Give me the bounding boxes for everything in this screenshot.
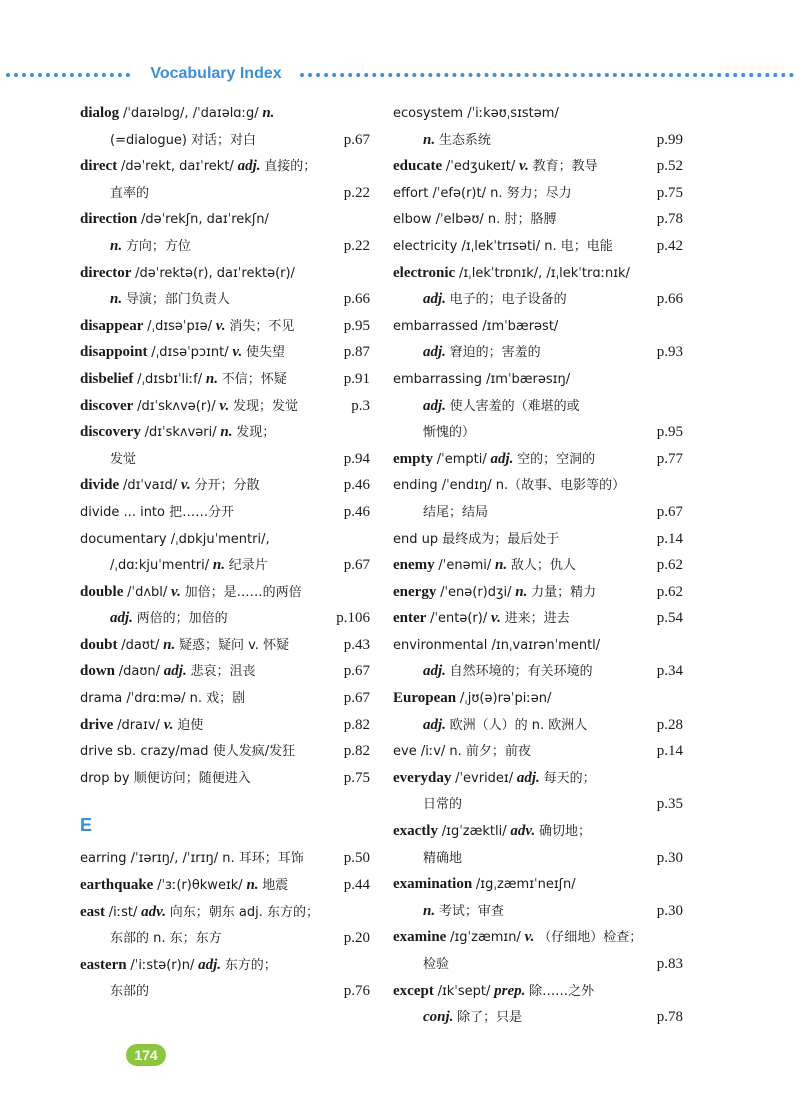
right-column [393,100,683,1031]
definition: documentary /ˌdɒkjuˈmentri/, [80,531,270,547]
header-dotted-rule-right [300,73,794,77]
part-of-speech: v. [219,397,230,414]
header-title: Vocabulary Index [150,65,282,82]
headword: east [80,903,105,920]
part-of-speech: adj. [237,158,261,175]
part-of-speech: n. [423,902,436,919]
part-of-speech: adv. [510,823,536,840]
definition: 迫使 [177,717,204,733]
headword: disbelief [80,370,134,387]
definition: 向东；朝东 adj. 东方的； [169,904,319,920]
page-reference: p.67 [343,131,370,148]
entry-line [393,127,683,154]
entry-line [80,925,370,952]
definition: 不信；怀疑 [221,371,287,387]
definition: 地震 [262,878,289,894]
part-of-speech: v. [215,317,226,334]
entry-line [393,712,683,739]
definition: (=dialogue) 对话；对白 [110,132,257,148]
phonetic: /ɪˌlekˈtrɒnɪk/, /ɪˌlekˈtrɑːnɪk/ [458,265,630,281]
entry-line [80,765,370,792]
entry-line [393,499,683,526]
headword: energy [393,583,437,600]
entry-line [80,339,370,366]
entry-line [80,978,370,1005]
part-of-speech: adj. [110,610,133,627]
definition: 疑惑；疑问 v. 怀疑 [178,637,290,653]
headword: discovery [80,424,141,441]
entry-line [393,206,683,233]
headword: enter [393,610,427,627]
page-reference: p.62 [656,583,683,600]
page-reference: p.77 [656,450,683,467]
definition: 东方的； [224,957,277,973]
headword: enemy [393,557,435,574]
definition: 两倍的；加倍的 [136,611,228,627]
definition: 悲哀；沮丧 [190,664,256,680]
entry-line [80,499,370,526]
entry-line [80,526,370,553]
page-reference: p.83 [656,956,683,972]
phonetic: /ˈdaɪəlɒg/, /ˈdaɪəlɑːg/ [122,106,259,121]
page-reference: p.52 [656,158,683,175]
entry-line [393,419,683,446]
page-reference: p.43 [343,636,370,653]
phonetic: /ˈenə(r)dʒi/ [440,584,512,600]
entry-line [393,552,683,579]
phonetic: /daʊt/ [121,637,160,653]
phonetic: /ˈenəmi/ [438,558,492,574]
phonetic: /ɪgˈzæktli/ [441,824,507,840]
page-reference: p.106 [336,610,370,627]
phonetic: /ˈɜː(r)θkweɪk/ [157,878,243,894]
part-of-speech: v. [524,929,535,946]
definition: 空的；空洞的 [517,451,596,467]
part-of-speech: v. [180,477,191,494]
part-of-speech: v. [518,158,529,175]
entry-line [393,738,683,765]
page-reference: p.46 [343,477,370,494]
part-of-speech: n. [220,424,233,441]
headword: disappoint [80,344,148,361]
definition: 方向；方位 [125,238,191,254]
definition: 考试；审查 [438,903,504,919]
page-reference: p.62 [656,557,683,574]
part-of-speech: n. [205,370,218,387]
phonetic: /ɪkˈsept/ [437,983,491,999]
part-of-speech: v. [171,583,181,600]
part-of-speech: prep. [494,982,526,999]
phonetic: /ˌdɪsbɪˈliːf/ [137,371,203,387]
definition: 敌人；仇人 [510,558,576,574]
entry-line [393,446,683,473]
definition: 使人害羞的（难堪的或 [449,398,580,414]
definition: ending /ˈendɪŋ/ n.（故事、电影等的） [393,478,626,494]
entry-line [393,1004,683,1031]
page-reference: p.78 [656,1009,683,1026]
definition: 电子的；电子设备的 [449,292,567,308]
phonetic: /ˈentə(r)/ [430,611,488,627]
right-entries [393,100,683,1031]
phonetic: /dəˈrektə(r), daɪˈrektə(r)/ [135,265,295,281]
section-letter: E [80,815,93,836]
entry-line [80,872,370,899]
left-entries [80,100,370,791]
phonetic: /daʊn/ [118,664,161,680]
headword: doubt [80,636,118,653]
definition: （仔细地）检查； [538,930,643,946]
entry-line [393,685,683,712]
definition: 发现；发觉 [233,398,299,414]
page-reference: p.22 [343,237,370,254]
part-of-speech: adj. [490,450,514,467]
phonetic: /ˈiːstə(r)n/ [130,957,195,973]
page-reference: p.30 [656,902,683,919]
definition: earring /ˈɪərɪŋ/, /ˈɪrɪŋ/ n. 耳环；耳饰 [80,851,304,867]
entry-line [80,100,370,127]
part-of-speech: v. [163,716,174,733]
entry-line [80,419,370,446]
page-reference: p.94 [343,450,370,467]
page-reference: p.28 [656,716,683,733]
page-reference: p.67 [343,663,370,680]
entry-line [393,526,683,553]
entry-line [393,978,683,1005]
entry-line [80,845,370,872]
headword: double [80,583,124,600]
entry-line [393,951,683,978]
entry-line [393,605,683,632]
part-of-speech: n. [110,291,123,308]
part-of-speech: adj. [423,344,446,361]
page-number-badge: 174 [126,1044,166,1066]
definition: 日常的 [423,797,463,813]
page-reference: p.20 [343,930,370,947]
headword: examine [393,929,447,946]
entry-line [393,898,683,925]
page-reference: p.46 [343,503,370,520]
page-reference: p.3 [351,397,370,414]
definition: 分开；分散 [194,478,260,494]
entry-line [80,605,370,632]
page-reference: p.35 [656,796,683,813]
entry-line [80,260,370,287]
part-of-speech: adj. [516,769,540,786]
part-of-speech: adj. [423,291,446,308]
part-of-speech: n. [212,557,225,574]
part-of-speech: adj. [423,663,446,680]
definition: divide ... into 把……分开 [80,504,235,520]
definition: 导演；部门负责人 [125,292,230,308]
part-of-speech: adj. [198,956,221,973]
definition: 加倍；是……的两倍 [184,584,302,600]
entry-line [393,313,683,340]
headword: everyday [393,769,452,786]
entry-line [80,233,370,260]
phonetic: /dɪˈskʌvə(r)/ [137,398,216,414]
phonetic: /dɪˈskʌvəri/ [144,425,217,441]
page-reference: p.87 [343,344,370,361]
headword: down [80,663,116,680]
entry-line [80,127,370,154]
definition: drive sb. crazy/mad 使人发疯/发狂 [80,744,296,760]
headword: examination [393,876,473,893]
page-reference: p.78 [656,211,683,228]
definition: 直率的 [110,185,150,201]
phonetic: /dɪˈvaɪd/ [122,478,178,494]
definition: drop by 顺便访问；随便进入 [80,770,251,786]
headword: director [80,264,132,281]
definition: embarrassed /ɪmˈbærəst/ [393,318,559,334]
entry-line [80,393,370,420]
headword: except [393,982,434,999]
definition: embarrassing /ɪmˈbærəsɪŋ/ [393,371,571,387]
entry-line [393,632,683,659]
part-of-speech: n. [246,877,259,894]
page-reference: p.76 [343,983,370,1000]
definition: 东部的 n. 东；东方 [110,931,222,947]
definition: environmental /ɪnˌvaɪrənˈmentl/ [393,637,601,653]
page-header [0,62,800,86]
headword: direction [80,211,138,228]
page-reference: p.42 [656,237,683,254]
part-of-speech: n. [495,557,508,574]
definition: 东部的 [110,984,150,1000]
part-of-speech: conj. [423,1009,454,1026]
entry-line [80,952,370,979]
part-of-speech: n. [262,105,275,121]
part-of-speech: adj. [423,716,446,733]
entry-line [80,472,370,499]
definition: 发现； [236,425,276,441]
entry-line [393,393,683,420]
phonetic: /draɪv/ [117,717,160,733]
part-of-speech: n. [163,636,176,653]
entry-line [393,765,683,792]
headword: European [393,690,457,707]
entry-line [393,818,683,845]
entry-line [393,924,683,951]
page-reference: p.99 [656,131,683,148]
left-entries-e [80,845,370,1005]
page-reference: p.67 [343,690,370,707]
page-reference: p.75 [343,769,370,786]
phonetic: /ɪgˈzæmɪn/ [450,930,521,946]
definition: 进来；进去 [504,611,570,627]
definition: 确切地； [538,824,591,840]
phonetic: /ˈdʌbl/ [127,584,168,600]
definition: 窘迫的；害羞的 [449,345,541,361]
part-of-speech: v. [490,610,501,627]
entry-line [80,366,370,393]
entry-line [393,658,683,685]
page-reference: p.93 [656,344,683,361]
part-of-speech: v. [232,344,243,361]
page-reference: p.30 [656,849,683,866]
definition: 发觉 [110,451,137,467]
definition: drama /ˈdrɑːmə/ n. 戏；剧 [80,691,246,707]
entry-line [80,313,370,340]
entry-line [80,685,370,712]
part-of-speech: n. [110,237,123,254]
entry-line [80,579,370,606]
phonetic: /ˈevrideɪ/ [455,770,514,786]
headword: dialog [80,105,120,121]
entry-line [80,552,370,579]
page-reference: p.14 [656,530,683,547]
entry-line [393,366,683,393]
definition: 结尾；结局 [423,504,489,520]
phonetic: /ɪgˌzæmɪˈneɪʃn/ [475,877,576,893]
definition: elbow /ˈelbəʊ/ n. 肘；胳膊 [393,212,557,228]
definition: eve /iːv/ n. 前夕；前夜 [393,744,531,760]
definition: 教育；教导 [532,159,598,175]
headword: empty [393,450,433,467]
page-reference: p.34 [656,663,683,680]
headword: divide [80,477,120,494]
part-of-speech: n. [515,583,528,600]
entry-line [80,658,370,685]
entry-line [393,339,683,366]
page-reference: p.44 [343,877,370,894]
entry-line [393,472,683,499]
part-of-speech: adj. [163,663,187,680]
entry-line [80,286,370,313]
page-reference: p.66 [343,291,370,308]
entry-line [393,233,683,260]
headword: earthquake [80,877,154,894]
page-reference: p.82 [343,743,370,760]
page-reference: p.91 [343,370,370,387]
phonetic: /ˌdɪsəˈpɔɪnt/ [151,345,229,361]
phonetic: /ˌdɑːkjuˈmentri/ [110,558,210,574]
part-of-speech: adj. [423,397,446,414]
page-reference: p.66 [656,291,683,308]
phonetic: /ˌdɪsəˈpɪə/ [147,318,212,334]
page-reference: p.67 [656,503,683,520]
entry-line [80,738,370,765]
definition: 自然环境的；有关环境的 [449,664,593,680]
phonetic: /ˈedʒukeɪt/ [445,159,516,175]
definition: 每天的； [543,770,596,786]
header-dotted-rule-left [6,73,130,77]
entry-line [393,871,683,898]
page-reference: p.67 [343,557,370,574]
headword: electronic [393,264,456,281]
entry-line [393,100,683,127]
headword: discover [80,397,134,414]
definition: 检验 [423,957,450,972]
entry-line [393,260,683,287]
part-of-speech: n. [423,131,436,148]
definition: end up 最终成为；最后处于 [393,531,560,547]
entry-line [80,712,370,739]
entry-line [393,286,683,313]
definition: 生态系统 [438,132,491,148]
headword: educate [393,158,443,175]
phonetic: /dəˈrekt, daɪˈrekt/ [120,159,234,175]
entry-line [80,206,370,233]
entry-line [393,153,683,180]
definition: 纪录片 [228,558,268,574]
definition: 消失；不见 [229,318,295,334]
page-reference: p.14 [656,743,683,760]
headword: drive [80,716,114,733]
definition: 直接的； [264,159,317,175]
page-reference: p.75 [656,184,683,201]
headword: disappear [80,317,144,334]
headword: eastern [80,956,127,973]
definition: 除……之外 [529,983,595,999]
entry-line [393,845,683,872]
headword: exactly [393,823,438,840]
page-reference: p.50 [343,850,370,867]
entry-line [393,791,683,818]
phonetic: /ˌjʊ(ə)rəˈpiːən/ [459,691,552,707]
phonetic: /ˈempti/ [436,451,487,467]
part-of-speech: adv. [141,903,166,920]
entry-line [80,632,370,659]
page-reference: p.95 [343,317,370,334]
definition: 力量；精力 [531,584,597,600]
entry-line [80,446,370,473]
definition: ecosystem /ˈiːkəʊˌsɪstəm/ [393,106,559,121]
phonetic: /iːst/ [108,904,138,920]
page-reference: p.82 [343,716,370,733]
page-reference: p.54 [656,610,683,627]
definition: 除了；只是 [457,1010,523,1026]
page-reference: p.95 [656,424,683,441]
definition: effort /ˈefə(r)t/ n. 努力；尽力 [393,185,572,201]
page-reference: p.22 [343,184,370,201]
definition: 精确地 [423,850,463,866]
left-column [80,100,370,1005]
entry-line [80,153,370,180]
definition: 欧洲（人）的 n. 欧洲人 [449,717,588,733]
entry-line [393,579,683,606]
definition: 使失望 [245,345,285,361]
entry-line [80,899,370,926]
entry-line [80,180,370,207]
definition: electricity /ɪˌlekˈtrɪsəti/ n. 电；电能 [393,238,613,254]
entry-line [393,180,683,207]
phonetic: /dəˈrekʃn, daɪˈrekʃn/ [140,212,269,228]
definition: 惭愧的） [423,425,476,441]
headword: direct [80,158,118,175]
